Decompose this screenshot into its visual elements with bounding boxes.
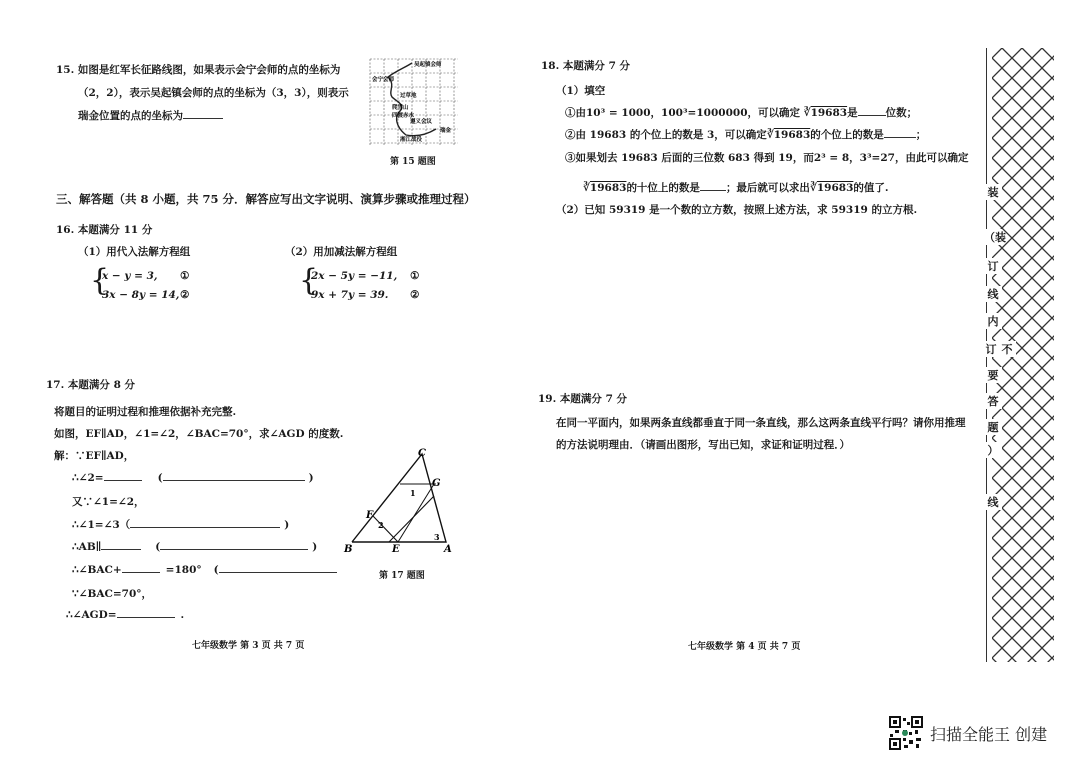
q17-caption: 第 17 题图 — [379, 571, 425, 581]
map-label: 会宁会师 — [372, 77, 395, 83]
q18-part2: （2）已知 59319 是一个数的立方数，按照上述方法，求 59319 的立方根. — [556, 204, 918, 216]
q16-eq1a: x − y = 3, — [102, 270, 158, 282]
q17-prompt: 如图，EF∥AD，∠1=∠2，∠BAC=70°，求∠AGD 的度数. — [54, 428, 344, 440]
q16-mark1b: ① — [410, 270, 420, 282]
q17-title: 17. 本题满分 8 分 — [46, 379, 136, 391]
left-footer: 七年级数学 第 3 页 共 7 页 — [192, 641, 305, 651]
long-march-map-figure — [366, 57, 462, 149]
line-ad — [389, 496, 434, 542]
map-label: 吴起镇会师 — [414, 62, 442, 68]
map-label: 瑞金 — [440, 128, 452, 134]
q18-a1: ①由10³ = 1000，100³=1000000，可以确定 ∛19683是 位数； — [565, 107, 918, 119]
q16-eq2b: 9x + 7y = 39. — [311, 289, 389, 301]
label-2: 2 — [378, 520, 384, 530]
binding-char: 装 — [984, 184, 1002, 200]
line-ef — [373, 516, 398, 542]
q17-line3: 又∵∠1=∠2， — [72, 496, 145, 508]
q17-line8: ∴∠AGD= . — [66, 609, 185, 621]
binding-char: 不 — [998, 341, 1016, 357]
brace-1: { — [90, 263, 110, 298]
binding-char: 题 — [984, 419, 1002, 435]
qr-code-icon — [889, 716, 923, 750]
q15-line3: 瑞金位置的点的坐标为 — [78, 108, 223, 123]
q18-title: 18. 本题满分 7 分 — [541, 60, 631, 72]
right-footer: 七年级数学 第 4 页 共 7 页 — [688, 642, 801, 652]
q19-line1: 在同一平面内，如果两条直线都垂直于同一条直线，那么这两条直线平行吗？请你用推理 — [556, 417, 966, 429]
binding-char: 线 — [984, 286, 1002, 302]
q16-mark1: ① — [180, 270, 190, 282]
binding-char: 要 — [984, 367, 1002, 383]
q16-mark2b: ② — [410, 289, 420, 301]
q16-title: 16. 本题满分 11 分 — [56, 224, 153, 236]
label-c: C — [418, 448, 426, 459]
label-e: E — [392, 544, 400, 555]
q16-part2: （2）用加减法解方程组 — [285, 246, 398, 258]
q17-line1: 解：∵EF∥AD， — [54, 450, 135, 462]
label-f: F — [366, 510, 374, 521]
map-label: 过草地 — [400, 93, 417, 99]
binding-char: 订 — [984, 258, 1002, 274]
map-label: 四渡赤水 — [392, 113, 415, 119]
q16-eq2a: 2x − 5y = −11, — [311, 270, 398, 282]
line-dg — [398, 484, 434, 542]
label-b: B — [344, 544, 353, 555]
scanner-watermark: 扫描全能王 创建 — [930, 725, 1048, 744]
q18-a3: ③如果划去 19683 后面的三位数 683 得到 19，而2³ = 8，3³=27，由此可以确定 — [565, 152, 969, 164]
section3-heading: 三、解答题（共 8 小题，共 75 分．解答应写出文字说明、演算步骤或推理过程） — [56, 192, 476, 206]
q15-caption: 第 15 题图 — [390, 157, 436, 167]
binding-char: （装 — [984, 231, 1006, 244]
q19-title: 19. 本题满分 7 分 — [538, 393, 628, 405]
q18-a4: ∛19683的十位上的数是 ；最后就可以求出∛19683的值了. — [583, 182, 889, 194]
binding-char: 线 — [984, 494, 1002, 510]
label-3: 3 — [434, 532, 440, 542]
map-label: 遵义会议 — [410, 119, 433, 125]
q15-line2: （2，2），表示吴起镇会师的点的坐标为（3，3），则表示 — [78, 87, 349, 99]
q17-line7: ∵∠BAC=70°， — [72, 588, 153, 600]
q17-line5: ∴AB∥ ( ) — [72, 541, 318, 553]
q18-a2: ②由 19683 的个位上的数是 3，可以确定∛19683的个位上的数是 ； — [565, 129, 927, 141]
binding-char: 内 — [984, 313, 1002, 329]
q17-instruction: 将题目的证明过程和推理依据补充完整. — [54, 406, 237, 418]
map-label: 湘江战役 — [400, 137, 423, 143]
label-a: A — [444, 544, 452, 555]
q17-line4: ∴∠1=∠3（ ) — [72, 519, 290, 531]
label-g: G — [432, 478, 441, 489]
q17-line6: ∴∠BAC+ =180° ( — [72, 564, 337, 576]
binding-char: 订 — [982, 341, 1000, 357]
q15-line1: 15. 如图是红军长征路线图，如果表示会宁会师的点的坐标为 — [56, 64, 341, 76]
binding-char: ） — [984, 442, 1002, 458]
brace-2: { — [299, 263, 319, 298]
label-1: 1 — [410, 488, 416, 498]
map-label: 爬雪山 — [392, 105, 409, 111]
q16-mark2: ② — [180, 289, 190, 301]
q16-eq1b: 3x − 8y = 14, — [102, 289, 180, 301]
q17-line2: ∴∠2= ( ) — [72, 472, 314, 484]
binding-char: 答 — [984, 393, 1002, 409]
q19-line2: 的方法说明理由．（请画出图形，写出已知，求证和证明过程．） — [556, 439, 850, 451]
q16-part1: （1）用代入法解方程组 — [78, 246, 191, 258]
triangle-figure-17 — [340, 444, 460, 564]
q18-part1: （1）填空 — [556, 85, 606, 97]
